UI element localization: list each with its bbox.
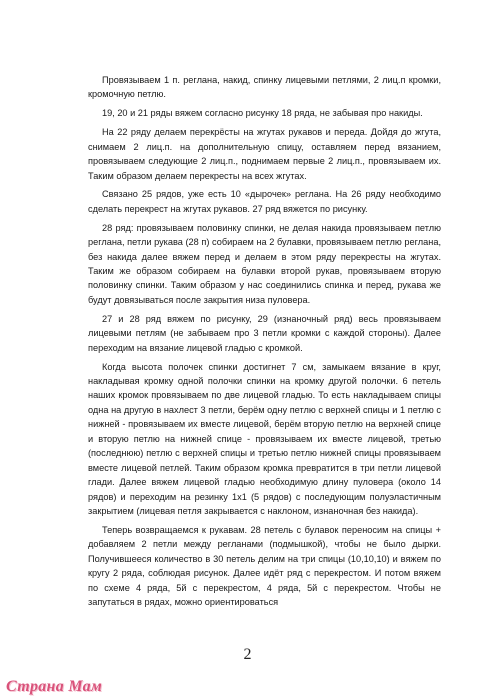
paragraph: 19, 20 и 21 ряды вяжем согласно рисунку 18 ряда, не забывая про накиды. [102, 108, 423, 119]
page-number: 2 [243, 646, 252, 663]
paragraph: Когда высота полочек спинки достигнет 7 см, замыкаем вязание в круг, накладывая кромку одной полочки спинки на кромку другой полочки. 6 петель наших кромок провязываем по две лицевой гладью. То есть накладываем спицы одна на другую в нахлест 3 петли, берём одну петлю с верхней спицы и 1 петлю с нижней - провязываем их вместе лицевой, берём вторую петлю на верхней спице и вторую петлю на нижней спице - провязываем их вместе лицевой, третью (последнюю) петлю с верхней спицы и третью петлю нижней спицы провязываем вместе лицевой петлей. Таким образом кромка превратится в три петли лицевой глади. Далее вяжем лицевой гладью необходимую длину пуловера (около 14 рядов) и переходим на резинку 1х1 (5 рядов) с последующим полуэластичным закрытием (лицевая петля закрывается с наклоном, изнаночная без накида). [88, 361, 441, 517]
paragraph: Теперь возвращаемся к рукавам. 28 петель с булавок переносим на спицы + добавляем 2 петли между регланами (подмышкой), чтобы не было дырки. Получившееся количество в 30 петель делим на три спицы (10,10,10) и вяжем по кругу 2 ряда, соблюдая рисунок. Далее идёт ряд с перекрестом. И потом вяжем по схеме 4 ряда, 5й с перекрестом, 4 ряда, 5й с перекрестом. Чтобы не запутаться в рядах, можно ориентироваться [88, 524, 441, 608]
paragraph: 28 ряд: провязываем половинку спинки, не делая накида провязываем петлю реглана, петли рукава (28 п) собираем на 2 булавки, провязываем петлю реглана, без накида далее вяжем перед и делаем в этом ряду перекресты на жгутах. Таким же образом собираем на булавки второй рукав, провязываем вторую половинку спинки. Таким образом у нас соединились спинка и перед, рукава же будут довязываться после закрытия низа пуловера. [88, 222, 441, 305]
paragraph: Связано 25 рядов, уже есть 10 «дырочек» реглана. На 26 ряду необходимо сделать перекрест на жгутах рукавов. 27 ряд вяжется по рисунку. [88, 189, 441, 214]
paragraph: 27 и 28 ряд вяжем по рисунку, 29 (изнаночный ряд) весь провязываем лицевыми петлям (не забываем про 3 петли кромки с каждой стороны). Далее переходим на вязание лицевой гладью с кромкой. [88, 313, 441, 353]
site-watermark: Страна Мам [6, 678, 103, 695]
paragraph: Провязываем 1 п. реглана, накид, спинку лицевыми петлями, 2 лиц.п кромки, кромочную петлю. [88, 75, 441, 100]
body-text [88, 73, 441, 614]
paragraph: На 22 ряду делаем перекрёсты на жгутах рукавов и переда. Дойдя до жгута, снимаем 2 лиц.п. на дополнительную спицу, оставляем перед вязанием, провязываем следующие 2 лиц.п., поднимаем первые 2 лиц.п., провязываем их. Таким образом делаем перекресты на всех жгутах. [88, 127, 441, 181]
